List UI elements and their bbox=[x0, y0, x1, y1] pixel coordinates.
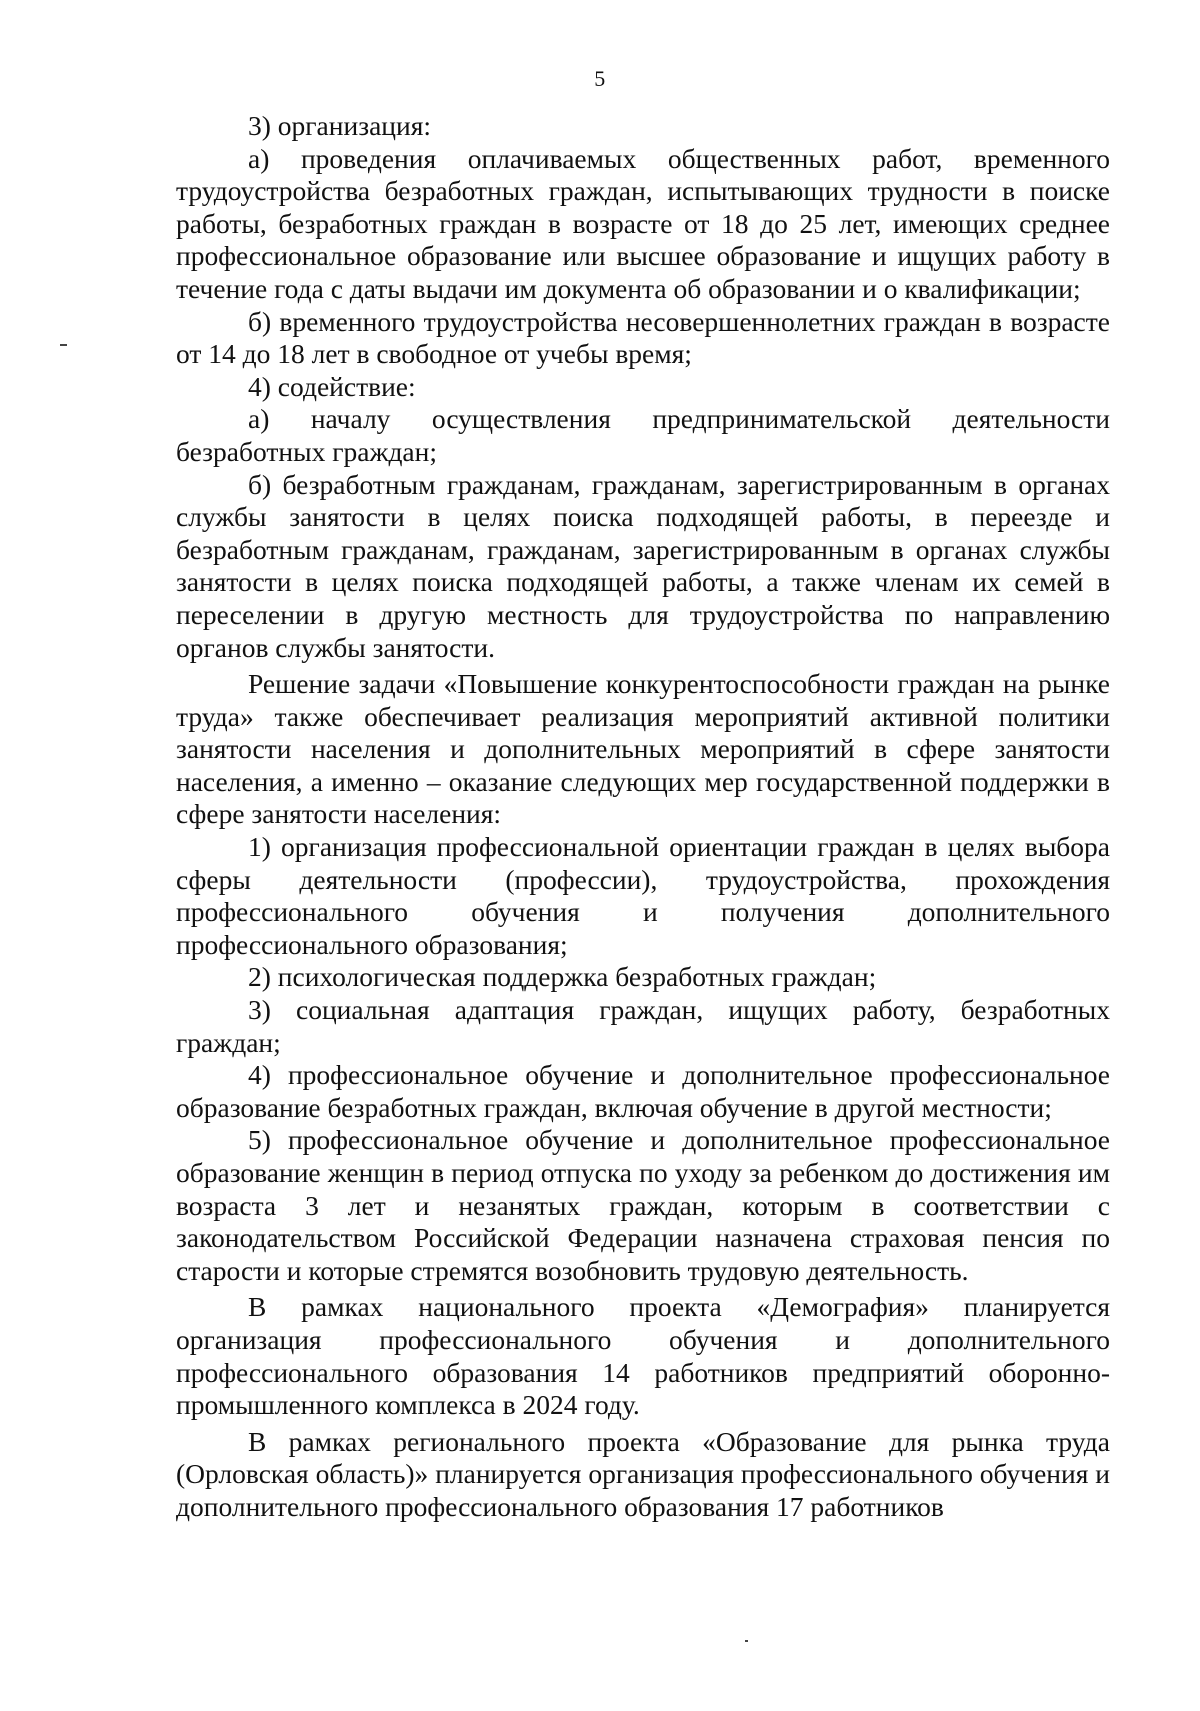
list-item-women-training: 5) профессиональное обучение и дополнительное профессиональное образование женщин в период отпуска по уходу за ребенком до достижения им возраста 3 лет и незанятых граждан, которым в соответствии с законодательством Российской Федерации назначена страховая пенсия по старости и которые стремятся возобновить трудовую деятельность. bbox=[176, 1124, 1110, 1286]
list-item-vocational-training: 4) профессиональное обучение и дополнительное профессиональное образование безработных граждан, включая обучение в другой местности; bbox=[176, 1059, 1110, 1123]
list-heading-organization: 3) организация: bbox=[248, 110, 431, 141]
list-item-career-guidance: 1) организация профессиональной ориентации граждан в целях выбора сферы деятельности (профессии), трудоустройства, прохождения профессионального обучения и получения дополнительного профессионального образования; bbox=[176, 831, 1110, 960]
list-item-public-works: а) проведения оплачиваемых общественных работ, временного трудоустройства безработных граждан, испытывающих трудности в поиске работы, безработных граждан в возрасте от 18 до 25 лет, имеющих среднее профессиональное образование или высшее образование и ищущих работу в течение года с даты выдачи им документа об образовании и о квалификации; bbox=[176, 142, 1110, 304]
paragraph-task-solution: Решение задачи «Повышение конкурентоспособности граждан на рынке труда» также обеспечивает реализация мероприятий активной политики занятости населения и дополнительных мероприятий в сфере занятости населения, а именно – оказание следующих мер государственной поддержки в сфере занятости населения: bbox=[176, 668, 1110, 830]
page-number: 5 bbox=[594, 66, 606, 91]
scan-speck bbox=[60, 344, 67, 346]
list-item-social-adaptation: 3) социальная адаптация граждан, ищущих работу, безработных граждан; bbox=[176, 994, 1110, 1058]
list-heading-assistance: 4) содействие: bbox=[248, 370, 416, 402]
list-item-entrepreneurship: а) началу осуществления предпринимательской деятельности безработных граждан; bbox=[176, 403, 1110, 467]
paragraph-regional-project: В рамках регионального проекта «Образование для рынка труда (Орловская область)» планируется организация профессионального обучения и дополнительного профессионального образования 17 работников bbox=[176, 1425, 1110, 1522]
document-body bbox=[176, 110, 1110, 1524]
list-item-psychological-support: 2) психологическая поддержка безработных граждан; bbox=[248, 961, 877, 993]
list-item-relocation: б) безработным гражданам, гражданам, зарегистрированным в органах службы занятости в целях поиска подходящей работы, в переезде и безработным гражданам, гражданам, зарегистрированным в органах службы занятости в целях поиска подходящей работы, а также членам их семей в переселении в другую местность для трудоустройства по направлению органов службы занятости. bbox=[176, 468, 1110, 663]
scan-speck bbox=[745, 1640, 748, 1642]
paragraph-demography-project: В рамках национального проекта «Демография» планируется организация профессионального обучения и дополнительного профессионального образования 14 работников предприятий оборонно-промышленного комплекса в 2024 году. bbox=[176, 1291, 1110, 1421]
list-item-minors-employment: б) временного трудоустройства несовершеннолетних граждан в возрасте от 14 до 18 лет в свободное от учебы время; bbox=[176, 305, 1110, 370]
